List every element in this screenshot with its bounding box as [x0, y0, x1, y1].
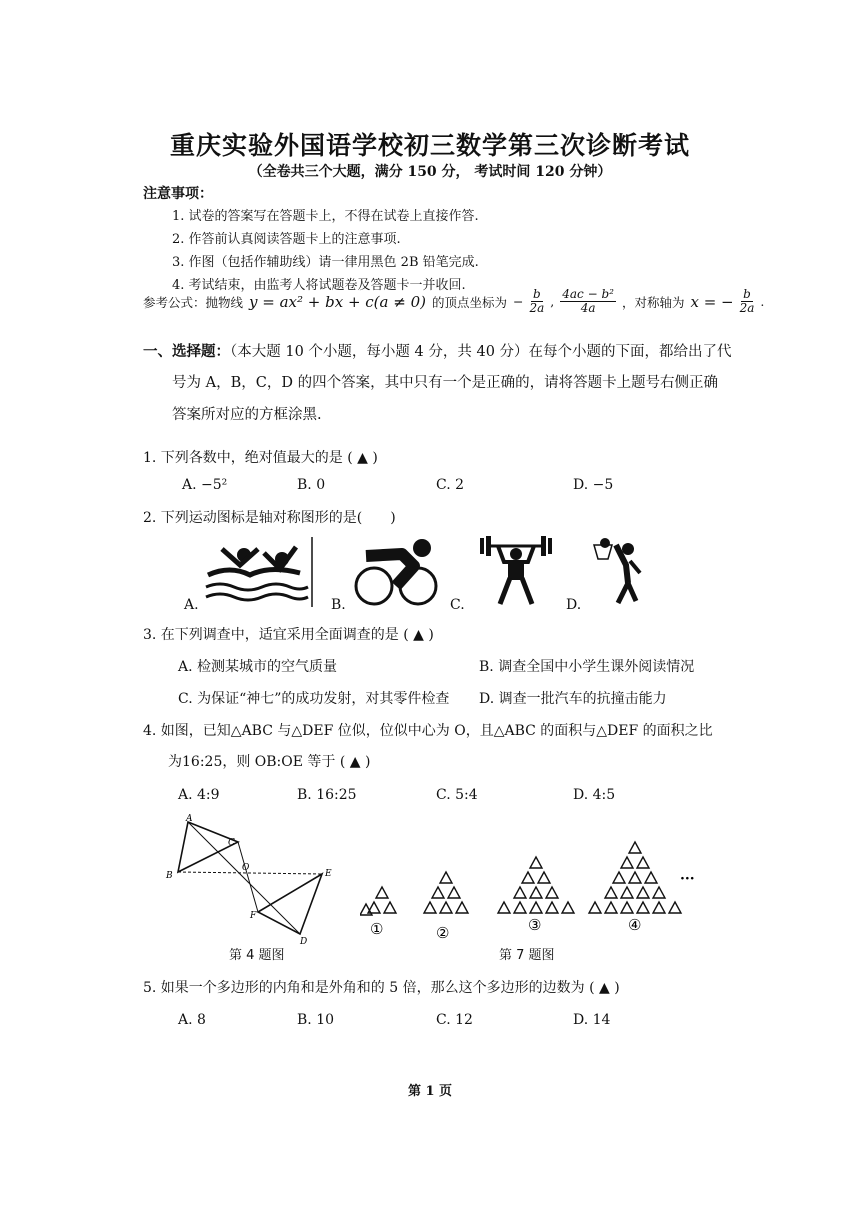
weightlifting-icon: [476, 532, 556, 608]
formula-fraction-1: [529, 288, 544, 315]
formula-parabola: y = ax² + bx + c(a ≠ 0): [249, 292, 426, 311]
fraction-2-numerator: 4ac − b²: [562, 287, 614, 301]
section1-label: 一、选择题：: [143, 344, 230, 360]
fig4-label-f: F: [250, 911, 257, 921]
notice-item-1: 1. 试卷的答案写在答题卡上，不得在试卷上直接作答.: [172, 209, 479, 224]
q5-stem: 5. 如果一个多边形的内角和是外角和的 5 倍，那么这个多边形的边数为 ( ▲ ): [143, 980, 620, 996]
formula-prefix: 参考公式：抛物线: [143, 294, 244, 310]
formula-end: .: [760, 294, 765, 309]
fig4-caption: 第 4 题图: [229, 948, 285, 963]
notice-item-4: 4. 考试结束，由监考人将试题卷及答题卡一并收回.: [172, 278, 466, 293]
swimming-icon: [200, 535, 320, 610]
fraction-1-denominator: 2a: [529, 301, 545, 315]
fig4-label-c: C: [228, 838, 235, 848]
q1-option-d: D. −5: [573, 477, 614, 493]
cycling-icon: [352, 536, 442, 608]
q4-stem-line1: 4. 如图，已知△ABC 与△DEF 位似，位似中心为 O，且△ABC 的面积与△DEF 的面积之比: [143, 723, 713, 739]
q2-option-b: B.: [331, 597, 346, 613]
notice-heading: 注意事项：: [143, 186, 213, 202]
section1-line2: 号为 A，B，C，D 的四个答案，其中只有一个是正确的，请将答题卡上题号右侧正确: [172, 375, 719, 391]
q3-option-d: D. 调查一批汽车的抗撞击能力: [479, 691, 667, 707]
reference-formula: [143, 288, 764, 315]
section1-text-1: （本大题 10 个小题，每小题 4 分，共 40 分）在每个小题的下面，都给出了代: [230, 344, 732, 360]
q2-option-d: D.: [566, 597, 582, 613]
figure-q7-triangle-pattern: [360, 838, 710, 943]
fraction-1-numerator: b: [533, 287, 541, 301]
fig4-label-b: B: [166, 871, 173, 881]
q2-option-c: C.: [450, 597, 465, 613]
fig4-label-a: A: [186, 814, 193, 824]
q4-option-d: D. 4:5: [573, 787, 616, 803]
q5-option-c: C. 12: [436, 1012, 473, 1028]
figure-q4-homothety: [160, 812, 350, 947]
q5-option-b: B. 10: [297, 1012, 335, 1028]
q1-option-c: C. 2: [436, 477, 465, 493]
fig7-label-1: ①: [370, 920, 384, 938]
q1-option-b: B. 0: [297, 477, 326, 493]
formula-vertex-label: 的顶点坐标为: [431, 294, 507, 310]
formula-axis-label: ，对称轴为: [621, 294, 685, 310]
section1-line3: 答案所对应的方框涂黑.: [172, 407, 322, 423]
fig7-caption: 第 7 题图: [499, 948, 555, 963]
notice-item-2: 2. 作答前认真阅读答题卡上的注意事项.: [172, 232, 401, 247]
q5-option-a: A. 8: [178, 1012, 206, 1028]
basketball-icon: [590, 535, 645, 607]
fig7-label-4: ④: [628, 916, 642, 934]
q1-option-a: A. −5²: [182, 477, 228, 493]
section1-line1: [143, 340, 732, 361]
q2-stem: 2. 下列运动图标是轴对称图形的是( ): [143, 510, 396, 526]
fraction-2-denominator: 4a: [580, 301, 596, 315]
q3-option-a: A. 检测某城市的空气质量: [178, 659, 338, 675]
page-number: 第 1 页: [407, 1084, 453, 1099]
q3-stem: 3. 在下列调查中，适宜采用全面调查的是 ( ▲ ): [143, 627, 434, 643]
q1-stem: 1. 下列各数中，绝对值最大的是 ( ▲ ): [143, 450, 378, 466]
formula-axis-expr: x = −: [690, 292, 734, 311]
formula-fraction-2: [560, 288, 616, 315]
fig4-label-d: D: [300, 937, 308, 947]
fig4-label-e: E: [325, 869, 332, 879]
q5-option-d: D. 14: [573, 1012, 611, 1028]
exam-title: 重庆实验外国语学校初三数学第三次诊断考试: [169, 131, 690, 160]
q4-option-b: B. 16:25: [297, 787, 357, 803]
fraction-3-denominator: 2a: [739, 301, 755, 315]
q4-option-a: A. 4:9: [178, 787, 220, 803]
q3-option-c: C. 为保证“神七”的成功发射，对其零件检查: [178, 691, 450, 707]
notice-item-3: 3. 作图（包括作辅助线）请一律用黑色 2B 铅笔完成.: [172, 255, 479, 270]
fig4-label-o: O: [242, 863, 250, 873]
formula-fraction-3: [740, 288, 755, 315]
formula-comma: ,: [550, 294, 555, 309]
q3-option-b: B. 调查全国中小学生课外阅读情况: [479, 659, 695, 675]
formula-neg-1: −: [513, 294, 524, 309]
fig7-label-2: ②: [436, 924, 450, 942]
fig7-label-3: ③: [528, 916, 542, 934]
q2-option-a: A.: [184, 597, 199, 613]
fig7-ellipsis: ···: [680, 871, 695, 887]
q4-stem-line2: 为16:25，则 OB:OE 等于 ( ▲ ): [168, 754, 371, 770]
fraction-3-numerator: b: [743, 287, 751, 301]
q4-option-c: C. 5:4: [436, 787, 478, 803]
exam-subtitle: （全卷共三个大题，满分 150 分， 考试时间 120 分钟）: [248, 164, 612, 180]
